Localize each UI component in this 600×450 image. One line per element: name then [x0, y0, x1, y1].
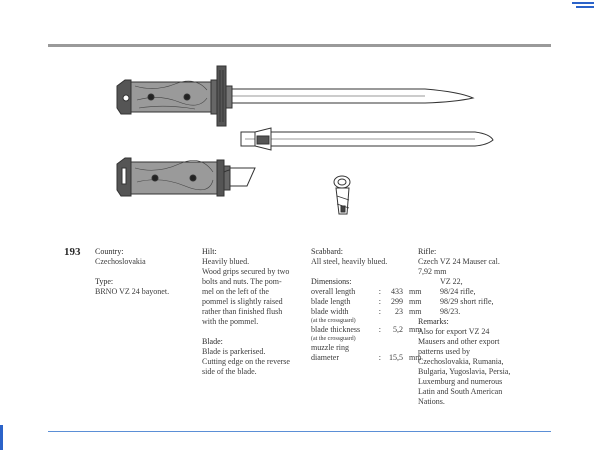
dimension-unit: mm	[409, 353, 422, 362]
dimension-label: diameter	[311, 353, 339, 362]
corner-bookmark-icon	[572, 2, 594, 10]
muzzle-ring-label: muzzle ring	[311, 343, 349, 352]
dimension-row	[311, 325, 421, 335]
dimension-label: blade width	[311, 307, 349, 316]
hilt-line: with the pommel.	[202, 317, 259, 326]
rifle-heading: Rifle:	[418, 247, 437, 256]
rifle-remarks-column	[418, 247, 510, 407]
dimension-row	[311, 287, 421, 297]
hilt-line: pommel is slightly raised	[202, 297, 283, 306]
remarks-line: Czechoslovakia, Rumania,	[418, 357, 504, 366]
rifle-variant: 98/29 short rifle,	[440, 297, 494, 306]
hilt-line: rather than finished flush	[202, 307, 283, 316]
entry-number: 193	[64, 246, 81, 258]
dimension-separator: :	[378, 353, 381, 362]
dimension-label: overall length	[311, 287, 356, 296]
hilt-line: Heavily blued.	[202, 257, 250, 266]
dimension-row	[311, 307, 421, 317]
top-rule	[48, 44, 551, 47]
hilt-line: Wood grips secured by two	[202, 267, 290, 276]
dimension-unit: mm	[409, 325, 422, 334]
dimension-separator: :	[378, 287, 381, 296]
remarks-line: Latin and South American	[418, 387, 503, 396]
dimension-note: (at the crossguard)	[311, 336, 356, 342]
bayonet-drawing	[117, 66, 473, 126]
country-type-column	[95, 247, 169, 297]
remarks-line: patterns used by	[418, 347, 470, 356]
dimension-separator: :	[378, 307, 381, 316]
page-edge-marker	[0, 425, 3, 450]
scabbard-heading: Scabbard:	[311, 247, 343, 256]
type-value: BRNO VZ 24 bayonet.	[95, 287, 170, 296]
rifle-variant: VZ 22,	[440, 277, 463, 286]
dimension-unit: mm	[409, 297, 422, 306]
dimension-note: (at the crossguard)	[311, 318, 356, 324]
hilt-line: mel on the left of the	[202, 287, 269, 296]
blade-line: Cutting edge on the reverse	[202, 357, 290, 366]
country-heading: Country:	[95, 247, 124, 256]
type-heading: Type:	[95, 277, 114, 286]
dimension-label: blade length	[311, 297, 351, 306]
country-value: Czechoslovakia	[95, 257, 146, 266]
hilt-blade-column	[202, 247, 290, 377]
dimension-row	[311, 353, 421, 363]
blade-line: side of the blade.	[202, 367, 257, 376]
hilt-detail-drawing	[117, 158, 255, 196]
blade-line: Blade is parkerised.	[202, 347, 266, 356]
dimension-unit: mm	[409, 307, 422, 316]
blade-heading: Blade:	[202, 337, 223, 346]
hilt-line: bolts and nuts. The pom-	[202, 277, 282, 286]
bayonet-illustration	[95, 56, 530, 238]
rifle-variant: 98/23.	[440, 307, 461, 316]
hilt-heading: Hilt:	[202, 247, 217, 256]
dimension-separator: :	[378, 297, 381, 306]
rifle-line: 7,92 mm	[418, 267, 447, 276]
remarks-line: Mausers and other export	[418, 337, 500, 346]
dimension-value: 5,2	[393, 325, 403, 334]
remarks-line: Also for export VZ 24	[418, 327, 490, 336]
dimension-value: 23	[395, 307, 403, 316]
dimension-row	[311, 297, 421, 307]
dimension-value: 15,5	[389, 353, 403, 362]
dimension-value: 299	[391, 297, 403, 306]
remarks-line: Nations.	[418, 397, 445, 406]
scabbard-value: All steel, heavily blued.	[311, 257, 388, 266]
dimension-value: 433	[391, 287, 403, 296]
rifle-variant: 98/24 rifle,	[440, 287, 476, 296]
scabbard-drawing	[241, 128, 493, 150]
remarks-line: Luxemburg and numerous	[418, 377, 503, 386]
dimension-label: blade thickness	[311, 325, 361, 334]
dimension-unit: mm	[409, 287, 422, 296]
dimensions-heading: Dimensions:	[311, 277, 352, 286]
remarks-heading: Remarks:	[418, 317, 449, 326]
remarks-line: Bulgaria, Yugoslavia, Persia,	[418, 367, 511, 376]
muzzle-ring-detail-drawing	[334, 176, 350, 214]
dimension-separator: :	[378, 325, 381, 334]
rifle-line: Czech VZ 24 Mauser cal.	[418, 257, 500, 266]
scabbard-dimensions-column	[311, 247, 421, 363]
bottom-rule	[48, 431, 551, 432]
